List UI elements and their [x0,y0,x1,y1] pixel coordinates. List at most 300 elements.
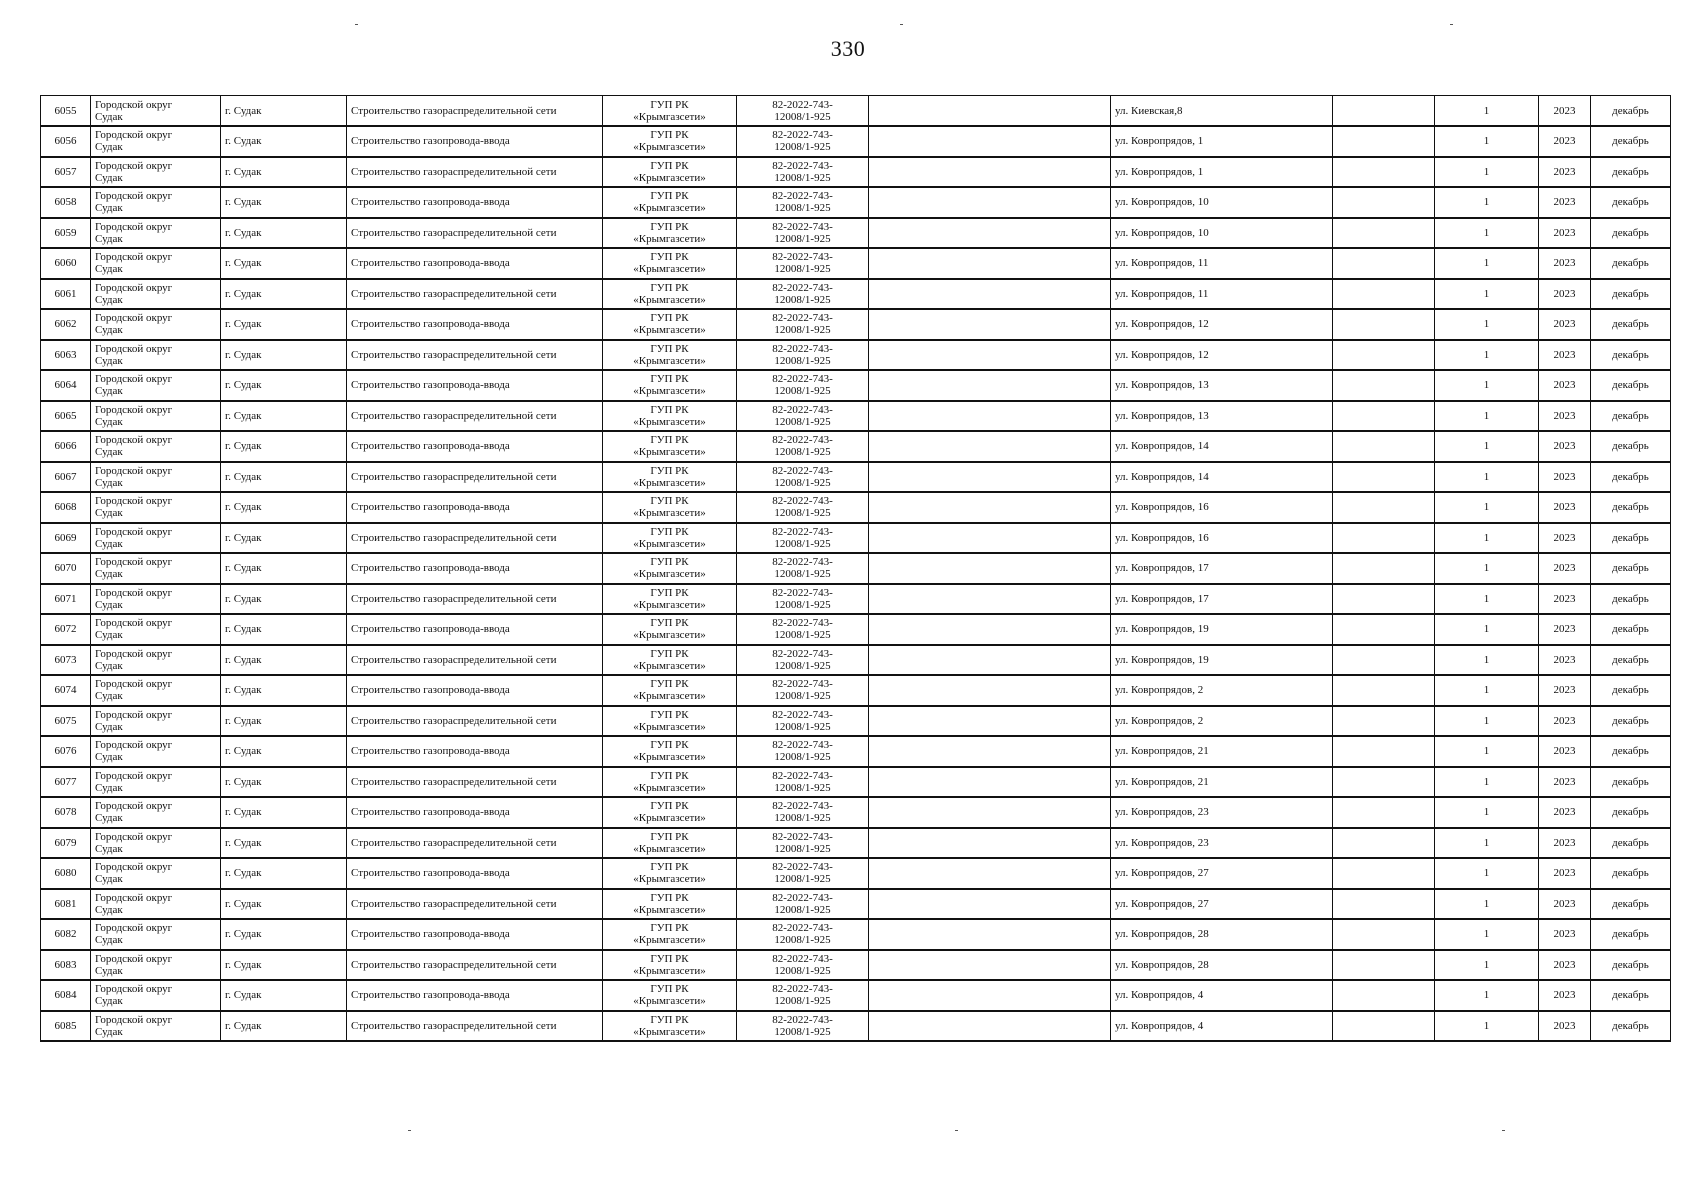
empty-cell [1333,675,1435,706]
row-number: 6065 [54,409,77,422]
year: 2023 [1553,867,1576,880]
quantity: 1 [1483,196,1490,209]
empty-cell [869,218,1111,249]
organization-line: ГУП РК [650,525,689,538]
empty-cell [869,401,1111,432]
quantity-cell [1435,767,1539,798]
town: г. Судак [225,775,262,788]
organization-line: ГУП РК [650,1013,689,1026]
address-cell [1111,797,1333,828]
empty-cell [1333,187,1435,218]
town: г. Судак [225,257,262,270]
row-number: 6079 [54,836,77,849]
work-type-cell [347,523,603,554]
address-cell [1111,492,1333,523]
row-number-cell [41,462,91,493]
month: декабрь [1612,928,1649,941]
empty-cell [869,248,1111,279]
work-type: Строительство газопровода-ввода [351,501,510,514]
organization-line: «Крымгазсети» [633,903,706,916]
program-code-line: 82-2022-743- [772,891,833,904]
address-cell [1111,523,1333,554]
address-cell [1111,157,1333,188]
quantity-cell [1435,523,1539,554]
row-number-cell [41,584,91,615]
address: ул. Ковропрядов, 12 [1115,348,1209,361]
row-number: 6071 [54,592,77,605]
program-code-line: 82-2022-743- [772,586,833,599]
address-cell [1111,401,1333,432]
table-row [41,523,1671,554]
district-line: Городской округ [95,983,173,996]
year: 2023 [1553,897,1576,910]
row-number: 6055 [54,104,77,117]
district-line: Судак [95,995,123,1008]
district-cell [91,309,221,340]
district-cell [91,828,221,859]
work-type: Строительство газопровода-ввода [351,135,510,148]
empty-cell [869,492,1111,523]
organization-line: «Крымгазсети» [633,629,706,642]
row-number: 6075 [54,714,77,727]
organization-line: ГУП РК [650,769,689,782]
work-type: Строительство газораспределительной сети [351,836,557,849]
district-cell [91,767,221,798]
empty-cell [869,523,1111,554]
work-type-cell [347,279,603,310]
district-cell [91,187,221,218]
program-code-cell [737,675,869,706]
district-line: Судак [95,324,123,337]
year: 2023 [1553,989,1576,1002]
year: 2023 [1553,135,1576,148]
town-cell [221,797,347,828]
quantity-cell [1435,584,1539,615]
program-code-line: 82-2022-743- [772,830,833,843]
quantity-cell [1435,645,1539,676]
organization-cell [603,1011,737,1042]
program-code-cell [737,492,869,523]
address: ул. Ковропрядов, 4 [1115,1019,1204,1032]
work-type: Строительство газопровода-ввода [351,684,510,697]
table-row [41,919,1671,950]
district-line: Городской округ [95,647,173,660]
address-cell [1111,279,1333,310]
row-number: 6070 [54,562,77,575]
town: г. Судак [225,379,262,392]
district-line: Судак [95,446,123,459]
table-row [41,614,1671,645]
district-cell [91,706,221,737]
district-cell [91,736,221,767]
town-cell [221,462,347,493]
program-code-line: 82-2022-743- [772,952,833,965]
row-number-cell [41,309,91,340]
address-cell [1111,858,1333,889]
month-cell [1591,675,1671,706]
year: 2023 [1553,287,1576,300]
program-code-cell [737,1011,869,1042]
work-type: Строительство газопровода-ввода [351,806,510,819]
town: г. Судак [225,623,262,636]
table-row [41,553,1671,584]
district-line: Городской округ [95,464,173,477]
year-cell [1539,462,1591,493]
district-line: Судак [95,842,123,855]
work-type: Строительство газопровода-ввода [351,989,510,1002]
empty-cell [869,462,1111,493]
month-cell [1591,1011,1671,1042]
month: декабрь [1612,836,1649,849]
organization-line: «Крымгазсети» [633,659,706,672]
district-line: Городской округ [95,403,173,416]
district-line: Городской округ [95,678,173,691]
table-row [41,950,1671,981]
year: 2023 [1553,165,1576,178]
month-cell [1591,248,1671,279]
quantity: 1 [1483,562,1490,575]
quantity-cell [1435,279,1539,310]
organization-cell [603,828,737,859]
district-cell [91,553,221,584]
address-cell [1111,767,1333,798]
month-cell [1591,919,1671,950]
district-line: Городской округ [95,922,173,935]
district-line: Городской округ [95,98,173,111]
empty-cell [869,797,1111,828]
program-code-line: 12008/1-925 [774,476,831,489]
district-cell [91,584,221,615]
quantity: 1 [1483,867,1490,880]
year-cell [1539,828,1591,859]
district-line: Судак [95,690,123,703]
year: 2023 [1553,684,1576,697]
row-number-cell [41,523,91,554]
address: ул. Ковропрядов, 11 [1115,257,1209,270]
program-code-line: 82-2022-743- [772,556,833,569]
program-code-line: 12008/1-925 [774,659,831,672]
month-cell [1591,858,1671,889]
work-type: Строительство газораспределительной сети [351,287,557,300]
organization-line: «Крымгазсети» [633,110,706,123]
page-number: 330 [830,36,866,61]
empty-cell [869,553,1111,584]
empty-cell [1333,767,1435,798]
program-code-cell [737,309,869,340]
year-cell [1539,370,1591,401]
organization-cell [603,736,737,767]
town-cell [221,919,347,950]
organization-cell [603,431,737,462]
month-cell [1591,157,1671,188]
empty-cell [869,736,1111,767]
district-line: Судак [95,385,123,398]
empty-cell [869,645,1111,676]
district-line: Городской округ [95,525,173,538]
district-cell [91,1011,221,1042]
address: ул. Ковропрядов, 1 [1115,165,1204,178]
organization-line: ГУП РК [650,739,689,752]
town-cell [221,279,347,310]
district-line: Городской округ [95,891,173,904]
month-cell [1591,279,1671,310]
organization-cell [603,706,737,737]
row-number-cell [41,248,91,279]
organization-line: «Крымгазсети» [633,263,706,276]
year: 2023 [1553,806,1576,819]
empty-cell [869,889,1111,920]
program-code-line: 82-2022-743- [772,617,833,630]
year: 2023 [1553,379,1576,392]
work-type-cell [347,736,603,767]
month: декабрь [1612,623,1649,636]
work-type: Строительство газопровода-ввода [351,257,510,270]
quantity-cell [1435,126,1539,157]
organization-line: «Крымгазсети» [633,537,706,550]
organization-cell [603,919,737,950]
work-type: Строительство газораспределительной сети [351,348,557,361]
row-number-cell [41,950,91,981]
scan-speck [355,24,358,25]
district-line: Судак [95,903,123,916]
organization-line: ГУП РК [650,800,689,813]
organization-cell [603,187,737,218]
district-line: Судак [95,415,123,428]
month-cell [1591,980,1671,1011]
row-number: 6081 [54,897,77,910]
table-row [41,431,1671,462]
year-cell [1539,340,1591,371]
work-type-cell [347,431,603,462]
town: г. Судак [225,287,262,300]
month: декабрь [1612,318,1649,331]
town-cell [221,889,347,920]
month: декабрь [1612,867,1649,880]
program-code-line: 12008/1-925 [774,934,831,947]
program-code-line: 12008/1-925 [774,385,831,398]
month-cell [1591,462,1671,493]
table-row [41,767,1671,798]
organization-line: ГУП РК [650,281,689,294]
town-cell [221,950,347,981]
town-cell [221,187,347,218]
work-type: Строительство газораспределительной сети [351,714,557,727]
empty-cell [1333,126,1435,157]
organization-cell [603,340,737,371]
scan-speck [408,1130,411,1131]
program-code-line: 12008/1-925 [774,781,831,794]
organization-line: «Крымгазсети» [633,385,706,398]
organization-line: «Крымгазсети» [633,934,706,947]
address: ул. Ковропрядов, 13 [1115,409,1209,422]
organization-line: ГУП РК [650,617,689,630]
district-line: Городской округ [95,159,173,172]
address-cell [1111,553,1333,584]
quantity-cell [1435,950,1539,981]
year-cell [1539,919,1591,950]
work-type-cell [347,675,603,706]
work-type-cell [347,858,603,889]
table-row [41,980,1671,1011]
year: 2023 [1553,714,1576,727]
district-line: Судак [95,537,123,550]
empty-cell [1333,736,1435,767]
month-cell [1591,492,1671,523]
program-code-cell [737,401,869,432]
year: 2023 [1553,470,1576,483]
row-number-cell [41,675,91,706]
quantity-cell [1435,218,1539,249]
month: декабрь [1612,409,1649,422]
address-cell [1111,218,1333,249]
organization-cell [603,675,737,706]
program-code-line: 12008/1-925 [774,903,831,916]
empty-cell [869,157,1111,188]
organization-line: ГУП РК [650,190,689,203]
town: г. Судак [225,196,262,209]
district-line: Городской округ [95,830,173,843]
year-cell [1539,980,1591,1011]
town: г. Судак [225,409,262,422]
district-cell [91,492,221,523]
year-cell [1539,889,1591,920]
organization-line: «Крымгазсети» [633,995,706,1008]
year: 2023 [1553,958,1576,971]
year-cell [1539,401,1591,432]
scan-speck [955,1130,958,1131]
table-row [41,126,1671,157]
quantity: 1 [1483,989,1490,1002]
quantity-cell [1435,553,1539,584]
quantity-cell [1435,340,1539,371]
work-type: Строительство газопровода-ввода [351,867,510,880]
row-number-cell [41,767,91,798]
address: ул. Ковропрядов, 10 [1115,196,1209,209]
quantity: 1 [1483,684,1490,697]
district-line: Городской округ [95,220,173,233]
organization-line: ГУП РК [650,647,689,660]
district-line: Городской округ [95,952,173,965]
work-type-cell [347,645,603,676]
district-cell [91,797,221,828]
quantity: 1 [1483,958,1490,971]
work-type-cell [347,370,603,401]
table-row [41,1011,1671,1042]
month: декабрь [1612,592,1649,605]
organization-line: ГУП РК [650,708,689,721]
district-cell [91,919,221,950]
address-cell [1111,950,1333,981]
organization-line: «Крымгазсети» [633,415,706,428]
program-code-cell [737,858,869,889]
district-line: Городской округ [95,586,173,599]
month: декабрь [1612,196,1649,209]
work-type: Строительство газораспределительной сети [351,409,557,422]
row-number: 6057 [54,165,77,178]
year: 2023 [1553,257,1576,270]
address: ул. Ковропрядов, 27 [1115,897,1209,910]
month-cell [1591,797,1671,828]
program-code-line: 82-2022-743- [772,220,833,233]
table-row [41,736,1671,767]
organization-cell [603,248,737,279]
program-code-line: 12008/1-925 [774,568,831,581]
address: ул. Киевская,8 [1115,104,1183,117]
organization-line: ГУП РК [650,312,689,325]
row-number: 6074 [54,684,77,697]
table-row [41,96,1671,127]
year-cell [1539,584,1591,615]
program-code-line: 82-2022-743- [772,464,833,477]
district-cell [91,675,221,706]
address-cell [1111,828,1333,859]
district-line: Судак [95,263,123,276]
year-cell [1539,797,1591,828]
address: ул. Ковропрядов, 21 [1115,745,1209,758]
month: декабрь [1612,775,1649,788]
address: ул. Ковропрядов, 17 [1115,592,1209,605]
year-cell [1539,492,1591,523]
table-row [41,248,1671,279]
town-cell [221,431,347,462]
month: декабрь [1612,257,1649,270]
empty-cell [1333,980,1435,1011]
address: ул. Ковропрядов, 4 [1115,989,1204,1002]
row-number: 6062 [54,318,77,331]
program-code-line: 82-2022-743- [772,434,833,447]
district-line: Судак [95,232,123,245]
empty-cell [1333,96,1435,127]
town: г. Судак [225,958,262,971]
row-number-cell [41,218,91,249]
town-cell [221,523,347,554]
program-code-cell [737,462,869,493]
organization-line: ГУП РК [650,403,689,416]
row-number: 6067 [54,470,77,483]
month: декабрь [1612,470,1649,483]
town-cell [221,248,347,279]
district-line: Городской округ [95,556,173,569]
address-cell [1111,370,1333,401]
program-code-cell [737,645,869,676]
program-code-line: 82-2022-743- [772,1013,833,1026]
empty-cell [1333,248,1435,279]
quantity: 1 [1483,104,1490,117]
table-row [41,462,1671,493]
organization-cell [603,523,737,554]
work-type-cell [347,157,603,188]
row-number-cell [41,279,91,310]
town: г. Судак [225,348,262,361]
month: декабрь [1612,989,1649,1002]
row-number: 6069 [54,531,77,544]
organization-line: ГУП РК [650,464,689,477]
program-code-cell [737,370,869,401]
program-code-cell [737,889,869,920]
district-cell [91,96,221,127]
month: декабрь [1612,958,1649,971]
month-cell [1591,340,1671,371]
program-code-cell [737,828,869,859]
organization-line: ГУП РК [650,251,689,264]
row-number-cell [41,736,91,767]
organization-line: ГУП РК [650,98,689,111]
district-line: Судак [95,781,123,794]
organization-cell [603,279,737,310]
empty-cell [869,370,1111,401]
month-cell [1591,401,1671,432]
empty-cell [869,187,1111,218]
